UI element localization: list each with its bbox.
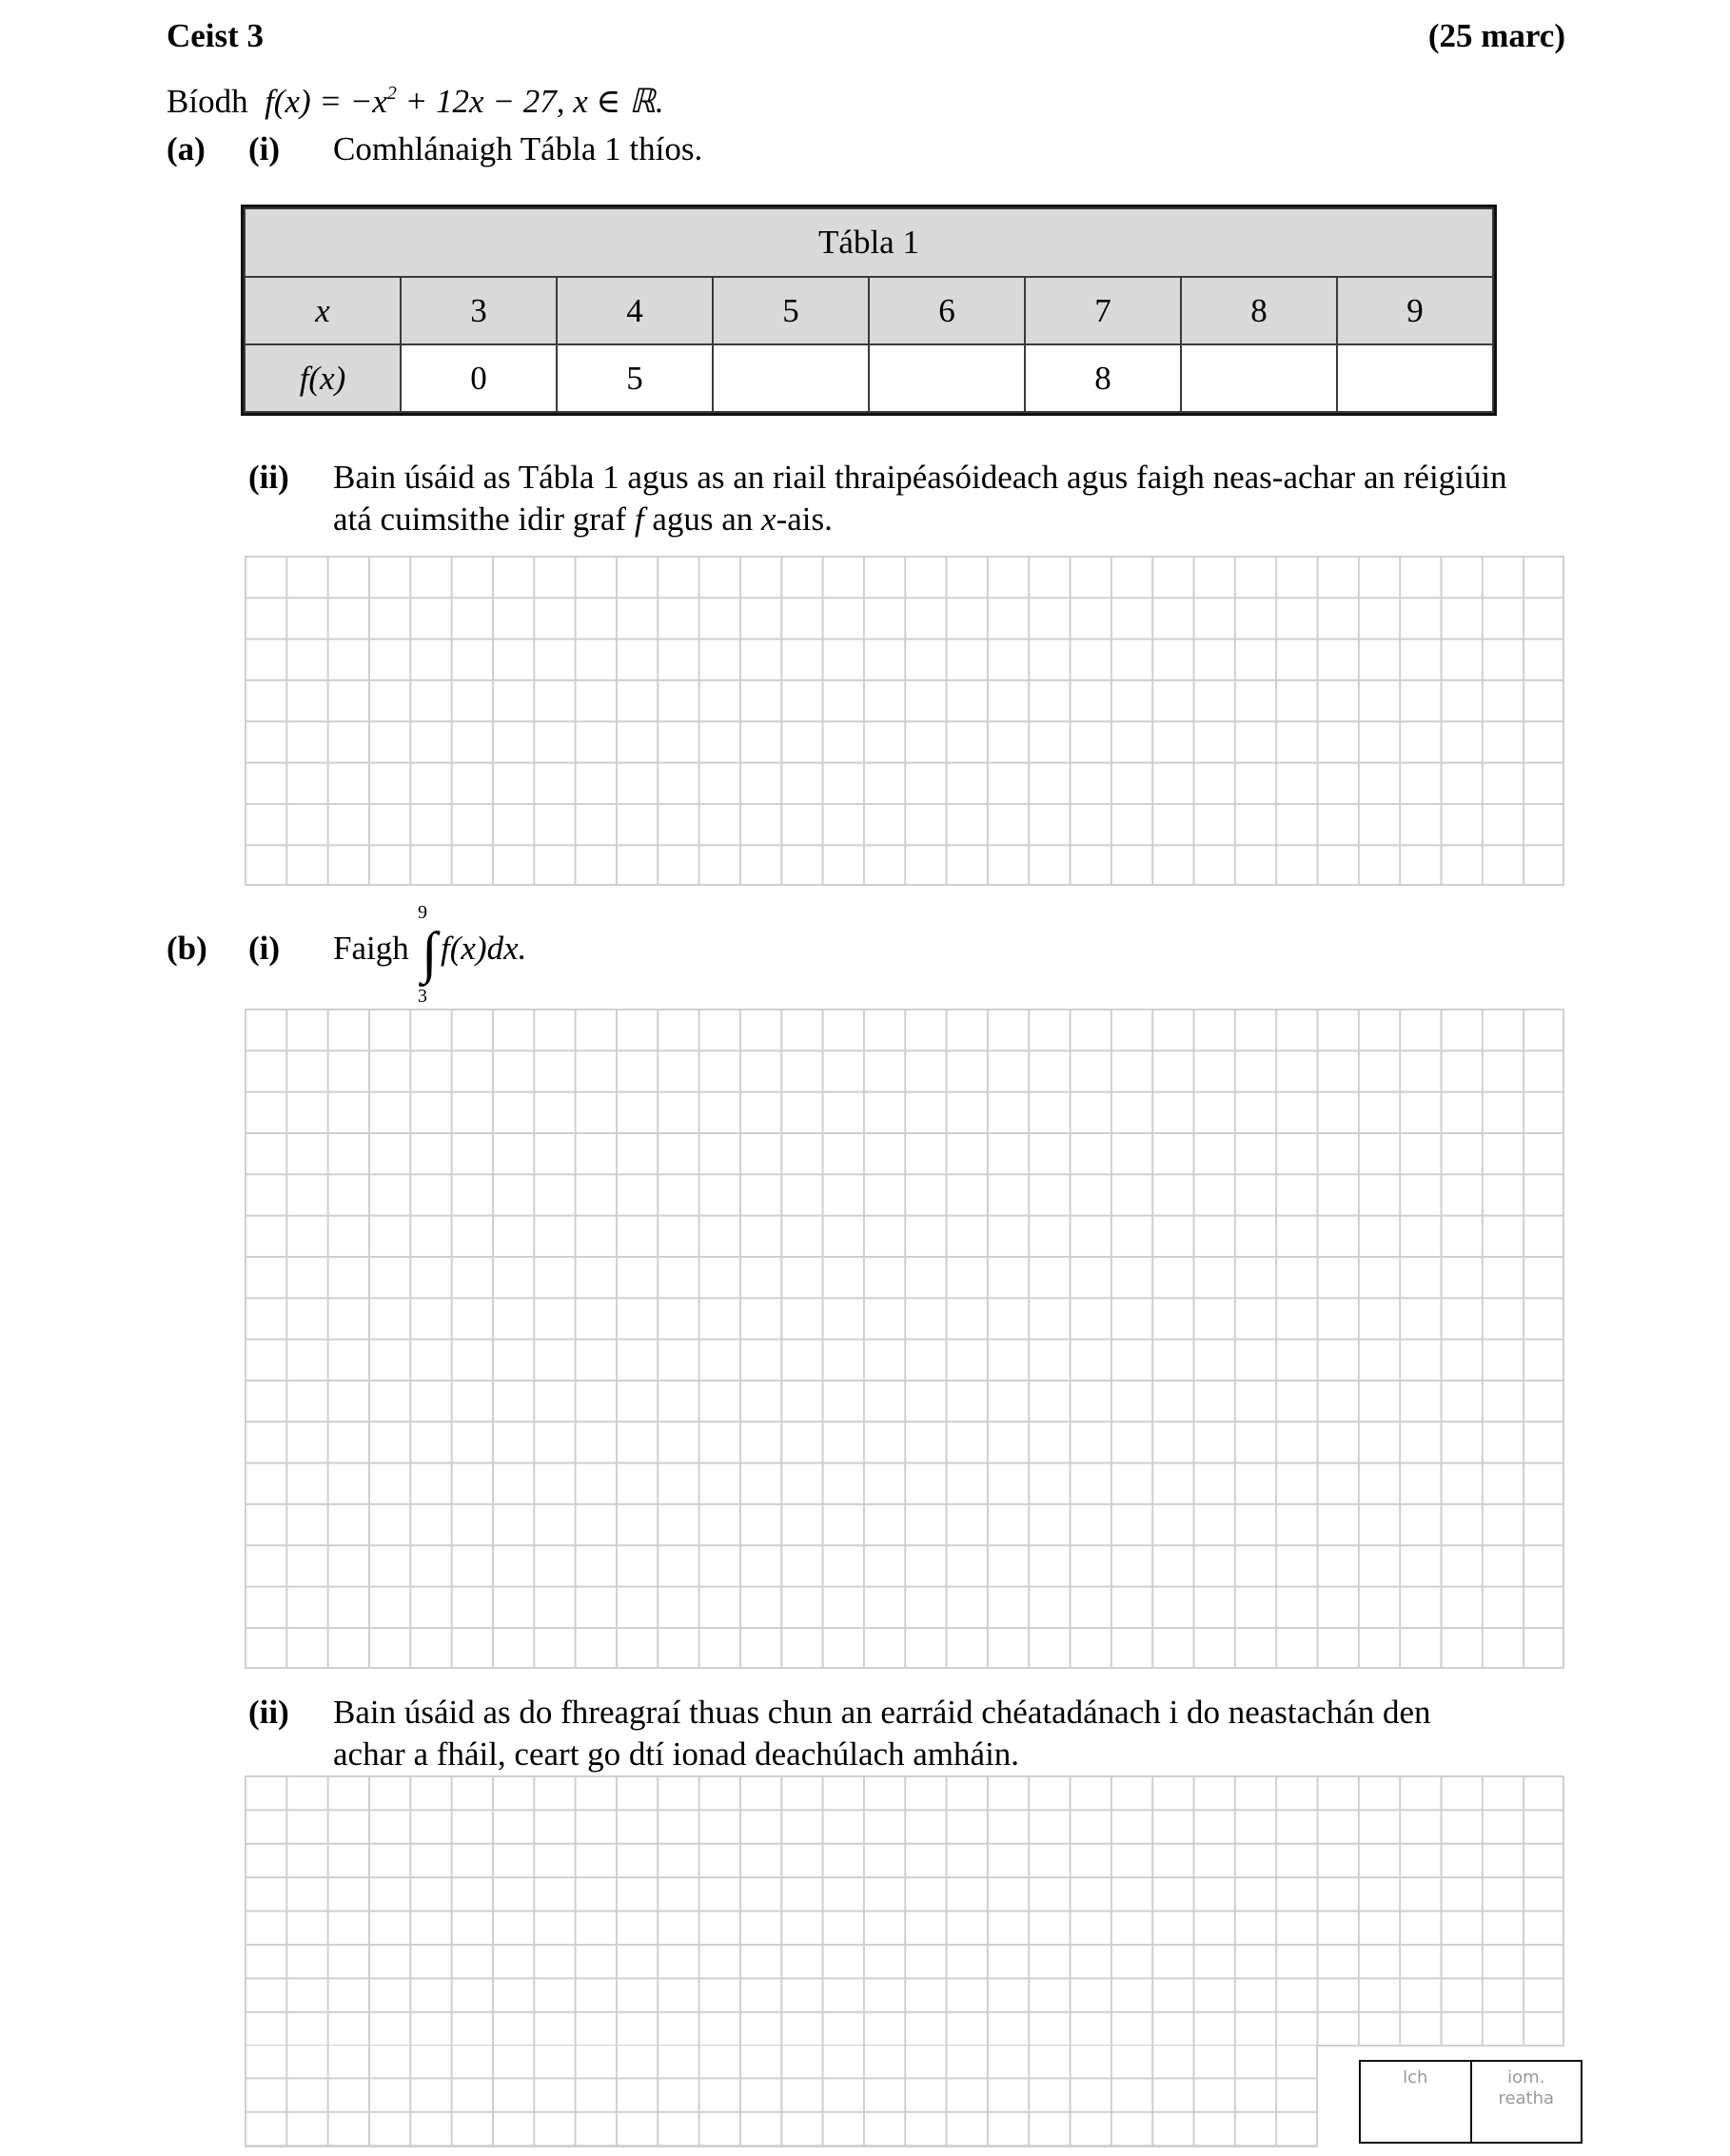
exponent: 2	[386, 83, 397, 104]
table-cell-x: 8	[1181, 277, 1337, 344]
marks-label: (25 marc)	[1427, 17, 1565, 54]
part-a-ii-f: f	[634, 500, 644, 538]
table-row-fx	[245, 344, 1493, 412]
answer-grid-b-i[interactable]	[245, 1009, 1564, 1669]
table-row-label-x: x	[245, 277, 401, 344]
table-cell-x: 9	[1337, 277, 1493, 344]
table-cell-x: 4	[557, 277, 713, 344]
integrand: f(x)dx.	[441, 930, 527, 967]
part-b-ii-label: (ii)	[248, 1694, 289, 1731]
part-b-label: (b)	[167, 930, 207, 967]
part-a-i-text: Comhlánaigh Tábla 1 thíos.	[333, 130, 703, 167]
function-expression	[265, 83, 664, 120]
page-box-running-total	[1470, 2062, 1582, 2142]
page-box-running-label-2: reatha	[1498, 2088, 1555, 2108]
answer-grid-b-ii[interactable]	[245, 1775, 1564, 2047]
page-box-lch	[1361, 2062, 1470, 2142]
part-a-label: (a)	[167, 130, 206, 167]
part-a-ii-x: x	[761, 500, 777, 538]
table-cell-fx-empty[interactable]	[713, 344, 869, 412]
function-rhs: + 12x − 27, x ∈ ℝ.	[396, 83, 664, 120]
function-lhs: f(x) = −x	[265, 83, 387, 120]
table-row-x	[245, 277, 1493, 344]
table-1	[244, 207, 1494, 413]
table-title: Tábla 1	[245, 208, 1493, 277]
page-marks-box	[1359, 2060, 1583, 2144]
part-b-i-text: Faigh	[333, 930, 409, 967]
question-title: Ceist 3	[167, 17, 265, 54]
part-a-ii-label: (ii)	[248, 459, 289, 496]
answer-grid-a-ii[interactable]	[245, 556, 1564, 886]
table-cell-fx[interactable]: 0	[401, 344, 557, 412]
part-a-ii-line2-c: -ais.	[776, 500, 833, 538]
table-cell-x: 6	[869, 277, 1025, 344]
table-cell-x: 5	[713, 277, 869, 344]
page-box-running-label-1: iom.	[1507, 2068, 1545, 2087]
part-a-ii-line1: Bain úsáid as Tábla 1 agus as an riail thraipéasóideach agus faigh neas-achar an réigiúin	[333, 459, 1507, 496]
table-cell-x: 3	[401, 277, 557, 344]
part-a-ii-line2	[333, 500, 833, 539]
table-cell-fx-empty[interactable]	[1181, 344, 1337, 412]
part-a-ii-line2-b: agus an	[643, 500, 762, 538]
part-b-ii-line2: achar a fháil, ceart go dtí ionad deachúlach amháin.	[333, 1735, 1020, 1773]
table-cell-fx[interactable]: 5	[557, 344, 713, 412]
answer-grid-b-ii-lower[interactable]	[245, 2045, 1318, 2147]
table-cell-fx-empty[interactable]	[869, 344, 1025, 412]
integral-sign-icon: ∫	[422, 921, 438, 984]
integral-lower-limit: 3	[418, 986, 427, 1007]
part-b-i-label: (i)	[248, 930, 281, 967]
part-a-i-label: (i)	[248, 130, 281, 167]
table-cell-fx[interactable]: 8	[1025, 344, 1181, 412]
part-a-ii-line2-a: atá cuimsithe idir graf	[333, 500, 635, 538]
page-box-lch-label: lch	[1403, 2068, 1428, 2087]
part-b-ii-line1: Bain úsáid as do fhreagraí thuas chun an earráid chéatadánach i do neastachán den	[333, 1694, 1431, 1731]
table-cell-fx-empty[interactable]	[1337, 344, 1493, 412]
table-cell-x: 7	[1025, 277, 1181, 344]
table-row-label-fx: f(x)	[245, 344, 401, 412]
function-definition	[167, 83, 664, 121]
integral-upper-limit: 9	[418, 902, 427, 923]
intro-prefix: Bíodh	[167, 83, 248, 120]
